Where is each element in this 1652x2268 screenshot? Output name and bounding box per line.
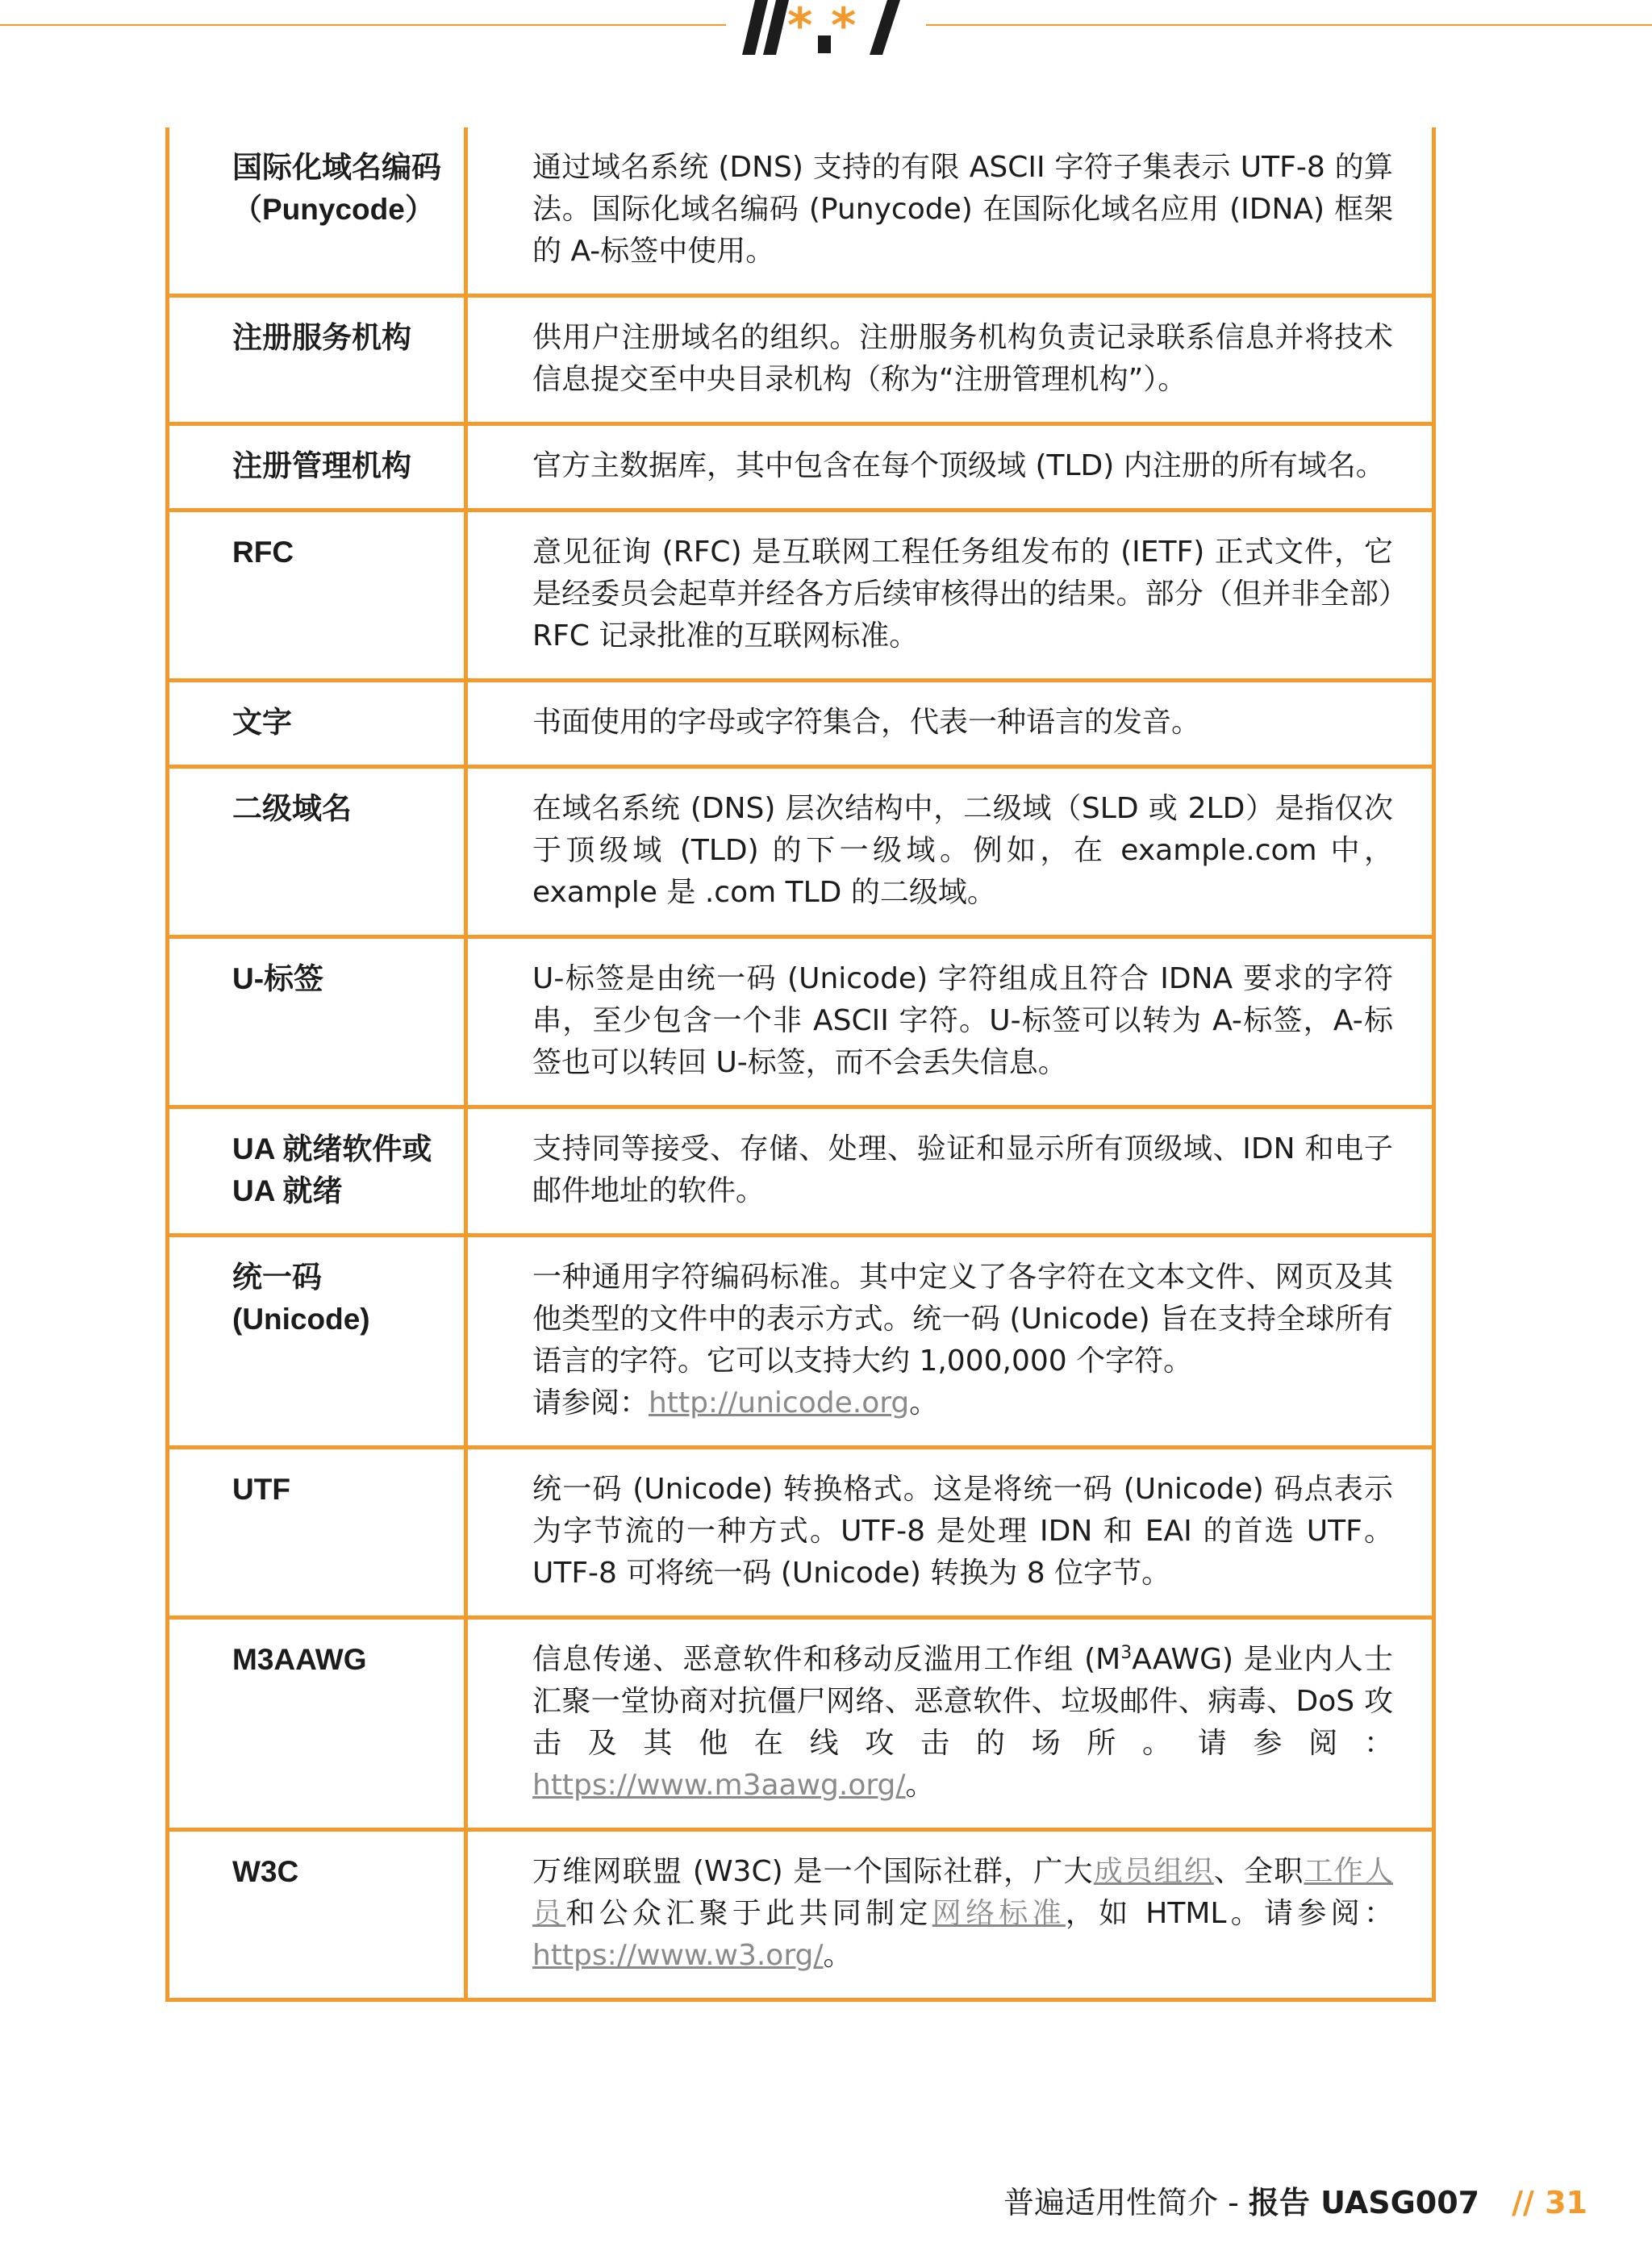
definition-text: ，如 HTML。请参阅：	[1065, 1897, 1393, 1930]
term-cell: 文字	[169, 682, 468, 765]
svg-text:*: *	[787, 0, 813, 54]
definition-cell: 供用户注册域名的组织。注册服务机构负责记录联系信息并将技术信息提交至中央目录机构（称为“注册管理机构”）。	[532, 321, 1393, 396]
table-row	[169, 127, 1432, 294]
punctuation: 。	[823, 1939, 853, 1972]
table-row	[169, 294, 1432, 422]
member-organizations-link[interactable]: 成员组织	[1093, 1855, 1214, 1888]
uasg-logo	[736, 0, 916, 56]
definition-cell: 统一码 (Unicode) 转换格式。这是将统一码 (Unicode) 码点表示为字节流的一种方式。UTF-8 是处理 IDN 和 EAI 的首选 UTF。UTF-8 可将统一码 (Unicode) 转换为 8 位字节。	[532, 1473, 1393, 1590]
definition-cell: 意见征询 (RFC) 是互联网工程任务组发布的 (IETF) 正式文件，它是经委员会起草并经各方后续审核得出的结果。部分（但并非全部）RFC 记录批准的互联网标准。	[532, 536, 1393, 652]
footer-report-id: 报告 UASG007	[1248, 2185, 1480, 2220]
term-cell: 国际化域名编码 （Punycode）	[169, 127, 468, 294]
see-also-label: 请参阅：	[532, 1386, 649, 1420]
definition-text: 万维网联盟 (W3C) 是一个国际社群，广大	[532, 1855, 1094, 1888]
punctuation: 。	[909, 1386, 939, 1420]
definition-cell	[468, 1832, 1432, 1998]
definition-text: AAWG) 是业内人士汇聚一堂协商对抗僵尸网络、恶意软件、垃圾邮件、病毒、DoS 攻击及其他在线攻击的场所。请参阅：	[532, 1643, 1393, 1760]
definition-text: 信息传递、恶意软件和移动反滥用工作组 (M	[532, 1643, 1121, 1676]
table-row	[169, 422, 1432, 508]
definition-text: 和公众汇聚于此共同制定	[565, 1897, 932, 1930]
term-cell: 注册管理机构	[169, 426, 468, 508]
page-number: // 31	[1512, 2185, 1587, 2220]
definition-text: 一种通用字符编码标准。其中定义了各字符在文本文件、网页及其他类型的文件中的表示方式。统一码 (Unicode) 旨在支持全球所有语言的字符。它可以支持大约 1,000,000 个字符。	[532, 1261, 1393, 1378]
definition-cell	[468, 1620, 1432, 1828]
term-cell: U-标签	[169, 939, 468, 1105]
footer-title: 普遍适用性简介 -	[1003, 2185, 1249, 2220]
term-cell: 统一码 (Unicode)	[169, 1237, 468, 1445]
term-cell: W3C	[169, 1832, 468, 1998]
staff-link[interactable]: 工作人员	[532, 1855, 1393, 1930]
table-row	[169, 508, 1432, 678]
table-row	[169, 765, 1432, 935]
table-row	[169, 935, 1432, 1105]
definition-cell	[468, 1237, 1432, 1445]
header-rule-right	[926, 24, 1652, 26]
term-cell: 二级域名	[169, 769, 468, 935]
glossary-table	[165, 127, 1436, 2002]
web-standards-link[interactable]: 网络标准	[932, 1897, 1066, 1930]
definition-text: 、全职	[1213, 1855, 1304, 1888]
header-rule-left	[0, 24, 726, 26]
term-cell: UA 就绪软件或 UA 就绪	[169, 1109, 468, 1233]
table-row	[169, 678, 1432, 765]
table-row	[169, 1445, 1432, 1616]
punctuation: 。	[905, 1769, 935, 1802]
definition-cell: U-标签是由统一码 (Unicode) 字符组成且符合 IDNA 要求的字符串，至少包含一个非 ASCII 字符。U-标签可以转为 A-标签，A-标签也可以转回 U-标签，而不会丢失信息。	[532, 962, 1393, 1079]
definition-cell: 官方主数据库，其中包含在每个顶级域 (TLD) 内注册的所有域名。	[532, 449, 1385, 482]
w3c-link[interactable]: https://www.w3.org/	[532, 1939, 824, 1972]
unicode-link[interactable]: http://unicode.org	[649, 1386, 910, 1420]
page-footer	[1003, 2178, 1587, 2222]
term-cell: UTF	[169, 1449, 468, 1616]
definition-cell: 在域名系统 (DNS) 层次结构中，二级域（SLD 或 2LD）是指仅次于顶级域 (TLD) 的下一级域。例如，在 example.com 中，example 是 .com TLD 的二级域。	[532, 792, 1393, 909]
definition-cell: 通过域名系统 (DNS) 支持的有限 ASCII 字符子集表示 UTF-8 的算法。国际化域名编码 (Punycode) 在国际化域名应用 (IDNA) 框架的 A-标签中使用。	[532, 151, 1393, 268]
svg-text:*: *	[831, 0, 857, 54]
definition-cell: 书面使用的字母或字符集合，代表一种语言的发音。	[532, 706, 1201, 739]
table-row	[169, 1233, 1432, 1445]
table-row	[169, 1105, 1432, 1233]
table-row	[169, 1828, 1432, 1998]
term-cell: M3AAWG	[169, 1620, 468, 1828]
m3aawg-link[interactable]: https://www.m3aawg.org/	[532, 1769, 906, 1802]
superscript: 3	[1120, 1643, 1133, 1663]
table-row	[169, 1616, 1432, 1828]
term-cell: 注册服务机构	[169, 298, 468, 422]
definition-cell: 支持同等接受、存储、处理、验证和显示所有顶级域、IDN 和电子邮件地址的软件。	[532, 1132, 1393, 1207]
term-cell: RFC	[169, 512, 468, 678]
